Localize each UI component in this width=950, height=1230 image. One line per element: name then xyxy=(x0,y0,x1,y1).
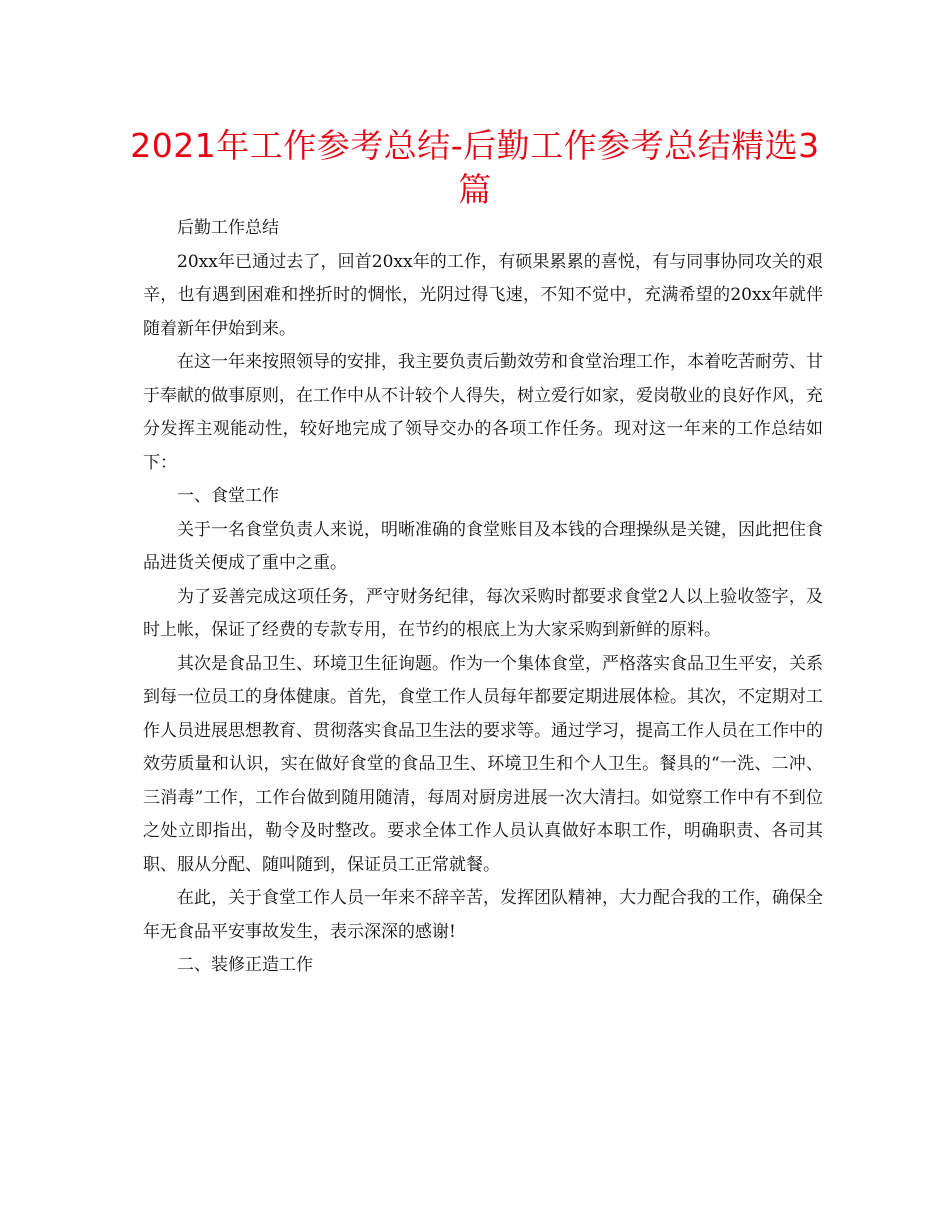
paragraph-responsibilities: 在这一年来按照领导的安排，我主要负责后勤效劳和食堂治理工作，本着吃苦耐劳、甘于奉献的做事原则，在工作中从不计较个人得失，树立爱行如家，爱岗敬业的良好作风，充分发挥主观能动性，较好地完成了领导交办的各项工作任务。现对这一年来的工作总结如下： xyxy=(143,352,823,473)
paragraph-procurement: 为了妥善完成这项任务，严守财务纪律，每次采购时都要求食堂2人以上验收签字，及时上帐，保证了经费的专款专用，在节约的根底上为大家采购到新鲜的原料。 xyxy=(143,586,823,640)
document-title: 2021年工作参考总结-后勤工作参考总结精选3篇 xyxy=(130,126,820,209)
section-heading-canteen: 一、食堂工作 xyxy=(177,486,279,506)
section-heading-houqin: 后勤工作总结 xyxy=(177,218,279,238)
paragraph-intro: 20xx年已通过去了，回首20xx年的工作，有硕果累累的喜悦，有与同事协同攻关的艰辛，也有遇到困难和挫折时的惆怅，光阴过得飞速，不知不觉中，充满希望的20xx年就伴随着新年伊始到来。 xyxy=(143,251,823,339)
section-heading-renovation: 二、装修正造工作 xyxy=(177,955,313,975)
paragraph-thanks: 在此，关于食堂工作人员一年来不辞辛苦，发挥团队精神，大力配合我的工作，确保全年无食品平安事故发生，表示深深的感谢! xyxy=(143,888,823,942)
paragraph-hygiene: 其次是食品卫生、环境卫生征询题。作为一个集体食堂，严格落实食品卫生平安，关系到每一位员工的身体健康。首先，食堂工作人员每年都要定期进展体检。其次，不定期对工作人员进展思想教育、贯彻落实食品卫生法的要求等。通过学习，提高工作人员在工作中的效劳质量和认识，实在做好食堂的食品卫生、环境卫生和个人卫生。餐具的“一洗、二冲、三消毒”工作，工作台做到随用随清，每周对厨房进展一次大清扫。如觉察工作中有不到位之处立即指出，勒令及时整改。要求全体工作人员认真做好本职工作，明确职责、各司其职、服从分配、随叫随到，保证员工正常就餐。 xyxy=(143,653,823,875)
document-body xyxy=(143,212,823,983)
paragraph-canteen-accounts: 关于一名食堂负责人来说，明晰准确的食堂账目及本钱的合理操纵是关键，因此把住食品进货关便成了重中之重。 xyxy=(143,519,823,573)
